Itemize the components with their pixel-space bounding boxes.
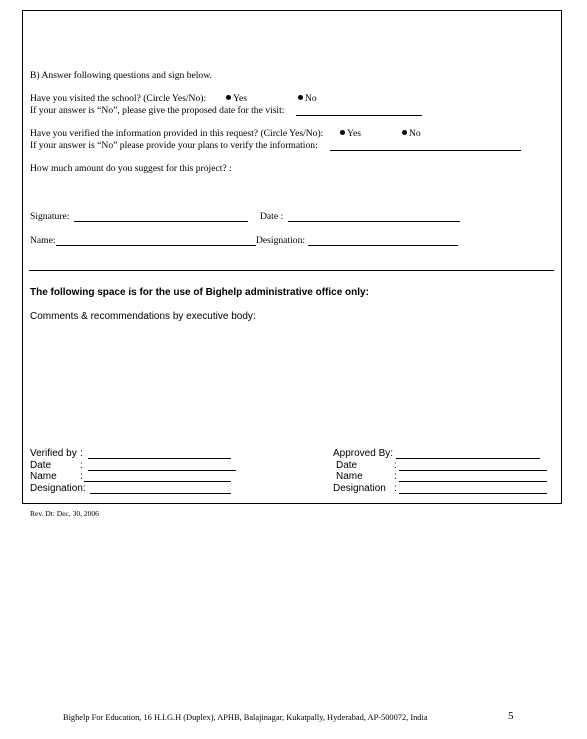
right-name-label: Name [336,471,363,482]
left-name-colon: : [80,471,83,482]
verification-plan-field[interactable] [330,150,521,151]
q1-yes-option[interactable] [226,93,247,105]
q2-no-option[interactable] [402,128,421,140]
name-label: Name: [30,235,56,246]
comments-label: Comments & recommendations by executive body: [30,311,256,322]
verified-by-colon: : [80,448,83,459]
q1-no-option[interactable] [298,93,317,105]
footer-address: Bighelp For Education, 16 H.I.G.H (Duplex), APHB, Balajinagar, Kukatpally, Hyderabad, AP-500072, India [63,713,428,722]
name-field[interactable] [56,245,256,246]
right-designation-field[interactable] [399,493,547,494]
q2-question: Have you verified the information provided in this request? (Circle Yes/No): [30,128,324,139]
revision-date: Rev. Dt: Dec, 30, 2006 [30,509,99,518]
signature-field[interactable] [74,221,248,222]
verified-by-field[interactable] [88,458,231,459]
q2-yes-label: Yes [347,128,361,139]
approved-by-label: Approved By: [333,448,394,459]
right-date-label: Date [336,460,358,471]
approved-by-field[interactable] [396,458,540,459]
left-designation-label: Designation: [30,483,86,494]
bullet-icon [402,130,407,135]
q2-no-label: No [409,128,421,139]
bullet-icon [226,95,231,100]
office-use-heading: The following space is for the use of Bighelp administrative office only: [30,287,369,298]
bullet-icon [298,95,303,100]
left-date-label: Date [30,460,52,471]
right-designation-label: Designation [333,483,386,494]
right-date-field[interactable] [399,470,547,471]
designation-label: Designation: [256,235,306,246]
right-name-field[interactable] [399,481,547,482]
q1-question: Have you visited the school? (Circle Yes/No): [30,93,207,104]
amount-question: How much amount do you suggest for this project? : [30,163,232,174]
visit-date-field[interactable] [296,115,422,116]
bullet-icon [340,130,345,135]
verified-by-label: Verified by [30,448,77,459]
section-b-heading: B) Answer following questions and sign below. [30,70,212,81]
date-label: Date : [260,211,284,222]
right-name-colon: : [394,471,397,482]
signature-label: Signature: [30,211,70,222]
q2-yes-option[interactable] [340,128,361,140]
date-field[interactable] [288,221,460,222]
left-designation-field[interactable] [90,493,231,494]
right-date-colon: : [394,460,397,471]
section-divider [29,270,554,271]
q1-no-label: No [305,93,317,104]
left-name-label: Name [30,471,57,482]
page-number: 5 [508,710,514,722]
q1-yes-label: Yes [233,93,247,104]
form-border [22,10,562,504]
q1-followup-label: If your answer is “No”, please give the proposed date for the visit: [30,105,285,116]
left-date-colon: : [80,460,83,471]
designation-field[interactable] [308,245,458,246]
q2-followup-label: If your answer is “No” please provide your plans to verify the information: [30,140,318,151]
left-name-field[interactable] [84,481,231,482]
left-date-field[interactable] [88,470,236,471]
right-designation-colon: : [394,483,397,494]
